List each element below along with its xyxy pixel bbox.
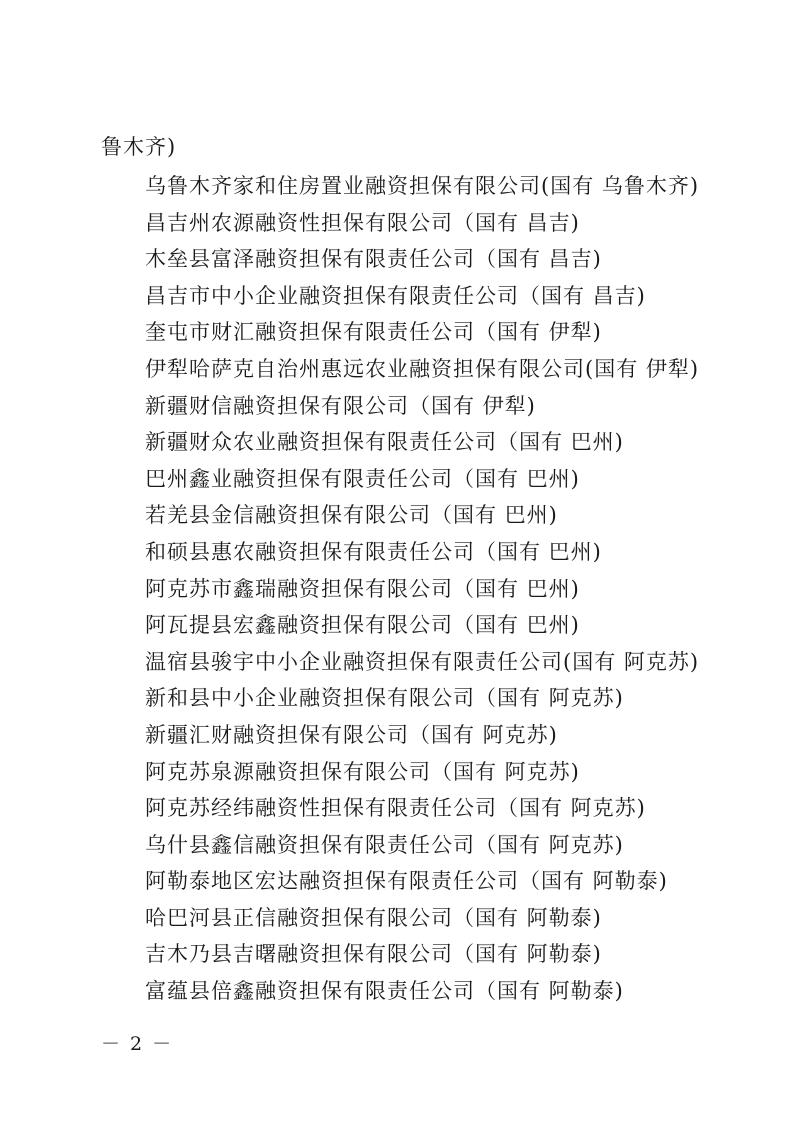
list-item: 阿克苏泉源融资担保有限公司（国有 阿克苏) — [145, 759, 580, 784]
list-item: 新疆汇财融资担保有限公司（国有 阿克苏) — [145, 722, 558, 747]
list-item: 木垒县富泽融资担保有限责任公司（国有 昌吉) — [145, 247, 602, 272]
continuation-line: 鲁木齐) — [101, 135, 177, 159]
list-item: 阿克苏市鑫瑞融资担保有限公司（国有 巴州) — [145, 576, 580, 601]
list-item: 哈巴河县正信融资担保有限公司（国有 阿勒泰) — [145, 905, 602, 930]
list-item: 阿勒泰地区宏达融资担保有限责任公司（国有 阿勒泰) — [145, 869, 668, 894]
list-item: 新和县中小企业融资担保有限公司（国有 阿克苏) — [145, 686, 624, 711]
list-item: 阿瓦提县宏鑫融资担保有限公司（国有 巴州) — [145, 613, 580, 638]
list-item: 昌吉州农源融资性担保有限公司（国有 昌吉) — [145, 210, 580, 235]
list-item: 若羌县金信融资担保有限公司（国有 巴州) — [145, 503, 558, 528]
list-item: 乌什县鑫信融资担保有限责任公司（国有 阿克苏) — [145, 832, 624, 857]
list-item: 新疆财众农业融资担保有限责任公司（国有 巴州) — [145, 430, 624, 455]
list-item: 巴州鑫业融资担保有限责任公司（国有 巴州) — [145, 466, 580, 491]
list-item: 伊犁哈萨克自治州惠远农业融资担保有限公司(国有 伊犁) — [145, 356, 700, 381]
company-list — [145, 168, 699, 1010]
list-item: 乌鲁木齐家和住房置业融资担保有限公司(国有 乌鲁木齐) — [145, 174, 700, 198]
list-item: 和硕县惠农融资担保有限责任公司（国有 巴州) — [145, 539, 602, 564]
list-item: 温宿县骏宇中小企业融资担保有限责任公司(国有 阿克苏) — [145, 649, 700, 674]
list-item: 阿克苏经纬融资性担保有限责任公司（国有 阿克苏) — [145, 796, 646, 821]
list-item: 昌吉市中小企业融资担保有限责任公司（国有 昌吉) — [145, 283, 646, 308]
list-item: 富蕴县倍鑫融资担保有限责任公司（国有 阿勒泰) — [145, 979, 624, 1004]
list-item: 奎屯市财汇融资担保有限责任公司（国有 伊犁) — [145, 320, 602, 345]
list-item: 新疆财信融资担保有限公司（国有 伊犁) — [145, 393, 536, 418]
list-item: 吉木乃县吉曙融资担保有限公司（国有 阿勒泰) — [145, 942, 602, 967]
page-number: － 2 － — [101, 1033, 174, 1055]
